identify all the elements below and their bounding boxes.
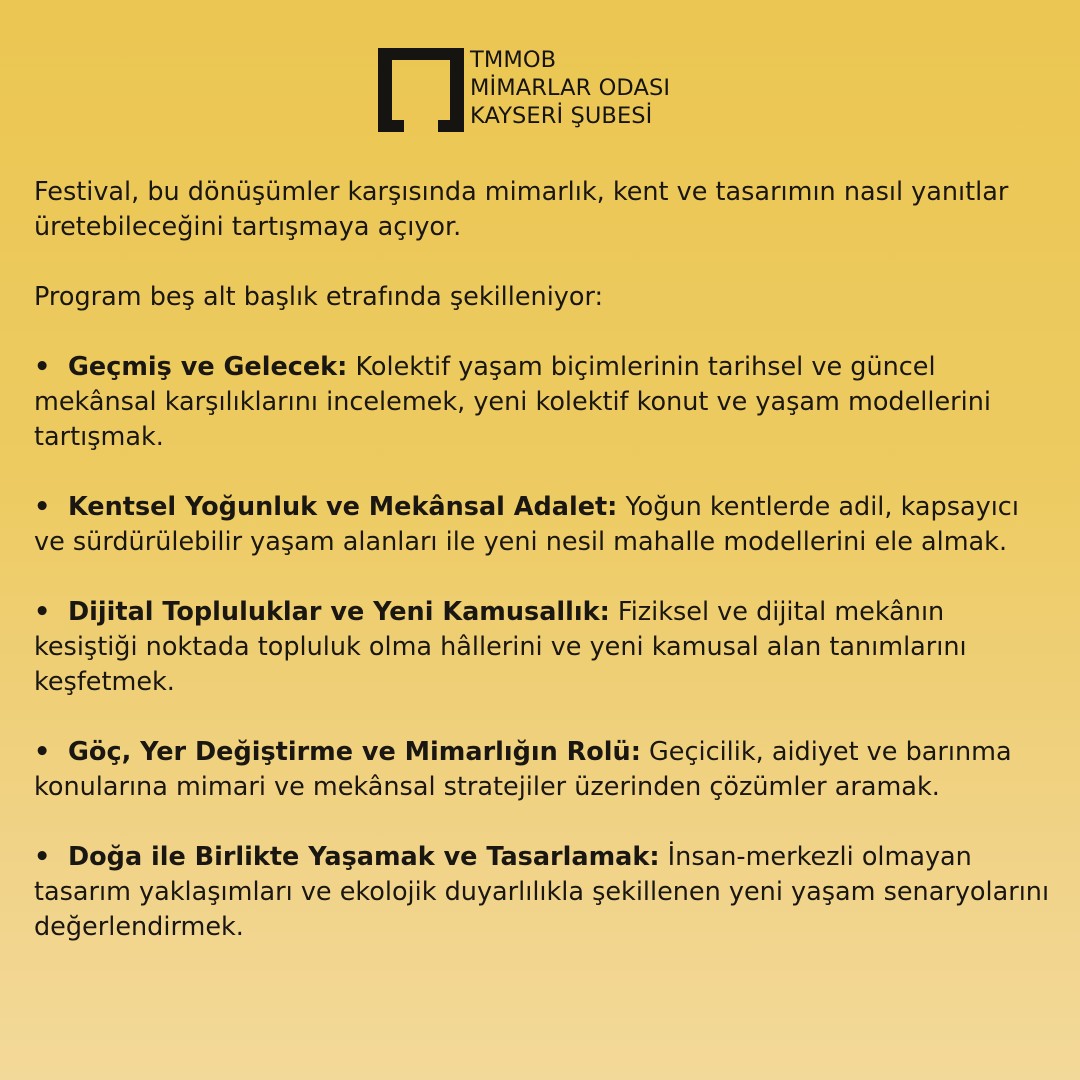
- list-item: [34, 840, 1054, 945]
- bullet-marker: •: [34, 737, 51, 767]
- bullet-text: İnsan-merkezli olmayan tasarım yaklaşımları ve ekolojik duyarlılıkla şekillenen yeni yaşam senaryolarını değerlendirmek.: [34, 842, 1050, 942]
- bullet-title: Doğa ile Birlikte Yaşamak ve Tasarlamak:: [68, 842, 660, 872]
- list-item: [34, 595, 1054, 700]
- bullet-marker: •: [34, 842, 51, 872]
- bullet-text: Fiziksel ve dijital mekânın kesiştiği noktada topluluk olma hâllerini ve yeni kamusal alan tanımlarını keşfetmek.: [34, 597, 967, 697]
- bullet-text: Yoğun kentlerde adil, kapsayıcı ve sürdürülebilir yaşam alanları ile yeni nesil mahalle modellerini ele almak.: [34, 492, 1019, 557]
- bullet-text: Kolektif yaşam biçimlerinin tarihsel ve güncel mekânsal karşılıklarını incelemek, yeni kolektif konut ve yaşam modellerini tartışmak.: [34, 352, 991, 452]
- bullet-title: Kentsel Yoğunluk ve Mekânsal Adalet:: [68, 492, 618, 522]
- list-item: [34, 350, 1054, 455]
- main-text: [34, 175, 1054, 980]
- program-heading: Program beş alt başlık etrafında şekilleniyor:: [34, 282, 604, 312]
- bullet-title: Göç, Yer Değiştirme ve Mimarlığın Rolü:: [68, 737, 641, 767]
- bullet-title: Dijital Topluluklar ve Yeni Kamusallık:: [68, 597, 610, 627]
- list-item: [34, 735, 1054, 805]
- logo-line-kayseri-subesi: KAYSERİ ŞUBESİ: [470, 103, 653, 129]
- bullet-marker: •: [34, 597, 51, 627]
- bullet-text: Geçicilik, aidiyet ve barınma konularına mimari ve mekânsal stratejiler üzerinden çözümler aramak.: [34, 737, 1012, 802]
- intro-paragraph: Festival, bu dönüşümler karşısında mimarlık, kent ve tasarımın nasıl yanıtlar üretebileceğini tartışmaya açıyor.: [34, 177, 1009, 242]
- logo-line-tmmob: TMMOB: [470, 47, 557, 73]
- tmmob-logo: [378, 48, 670, 132]
- bullet-title: Geçmiş ve Gelecek:: [68, 352, 348, 382]
- logo-text: [470, 46, 670, 130]
- bullet-marker: •: [34, 352, 51, 382]
- bracket-logo-icon: [378, 48, 464, 132]
- bullet-marker: •: [34, 492, 51, 522]
- logo-line-mimarlar-odasi: MİMARLAR ODASI: [470, 75, 671, 101]
- list-item: [34, 490, 1054, 560]
